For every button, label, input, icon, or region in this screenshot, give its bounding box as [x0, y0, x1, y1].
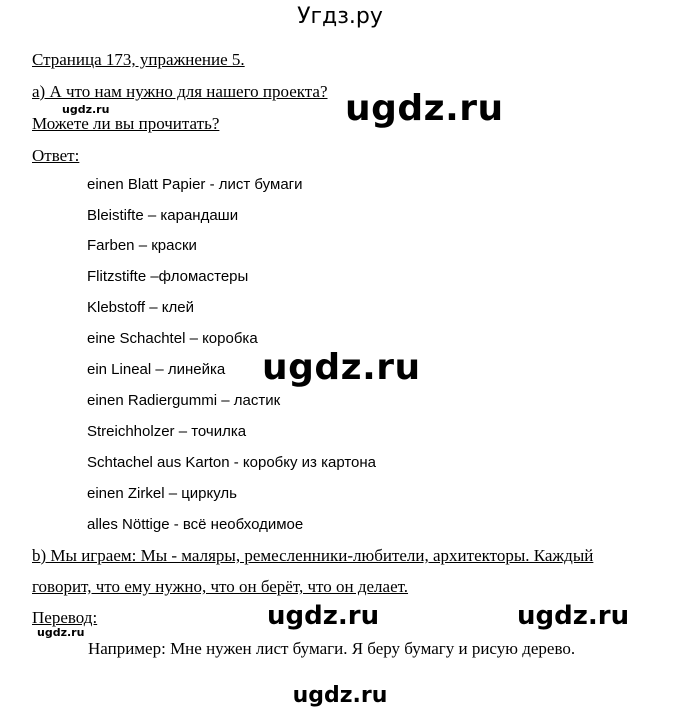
watermark-bottom: ugdz.ru [292, 683, 388, 708]
vocab-item: Schtachel aus Karton - коробку из картона [87, 454, 377, 471]
vocab-item: eine Schachtel – коробка [87, 330, 258, 347]
watermark-small-top: ugdz.ru [62, 103, 110, 116]
watermark-big-top: ugdz.ru [345, 88, 504, 129]
vocab-item: Bleistifte – карандаши [87, 207, 239, 224]
answer-label: Ответ: [32, 146, 80, 165]
task-a-line-2: Можете ли вы прочитать? [32, 114, 220, 133]
watermark-mid-right: ugdz.ru [517, 601, 630, 631]
vocab-item: ein Lineal – линейка [87, 361, 226, 378]
watermark-big-middle: ugdz.ru [262, 347, 421, 388]
vocab-item: alles Nöttige - всё необходимое [87, 516, 304, 533]
vocab-item: Streichholzer – точилка [87, 423, 247, 440]
vocab-item: Farben – краски [87, 237, 197, 254]
vocab-item: einen Zirkel – циркуль [87, 485, 237, 502]
task-b-line-1: b) Мы играем: Мы - маляры, ремесленники-любители, архитекторы. Каждый [32, 546, 594, 565]
page-reference: Страница 173, упражнение 5. [32, 50, 245, 69]
vocab-item: einen Blatt Papier - лист бумаги [87, 176, 303, 193]
watermark-small-bottom: ugdz.ru [37, 626, 85, 639]
site-title: Угдз.ру [297, 4, 383, 29]
vocab-item: einen Radiergummi – ластик [87, 392, 281, 409]
task-a-line-1: а) А что нам нужно для нашего проекта? [32, 82, 328, 101]
example-sentence: Например: Мне нужен лист бумаги. Я беру бумагу и рисую дерево. [88, 639, 576, 658]
vocab-item: Klebstoff – клей [87, 299, 194, 316]
watermark-mid-left: ugdz.ru [267, 601, 380, 631]
task-b-line-2: говорит, что ему нужно, что он берёт, что он делает. [32, 577, 409, 596]
translation-label: Перевод: [32, 608, 98, 627]
vocab-item: Flitzstifte –фломастеры [87, 268, 249, 285]
